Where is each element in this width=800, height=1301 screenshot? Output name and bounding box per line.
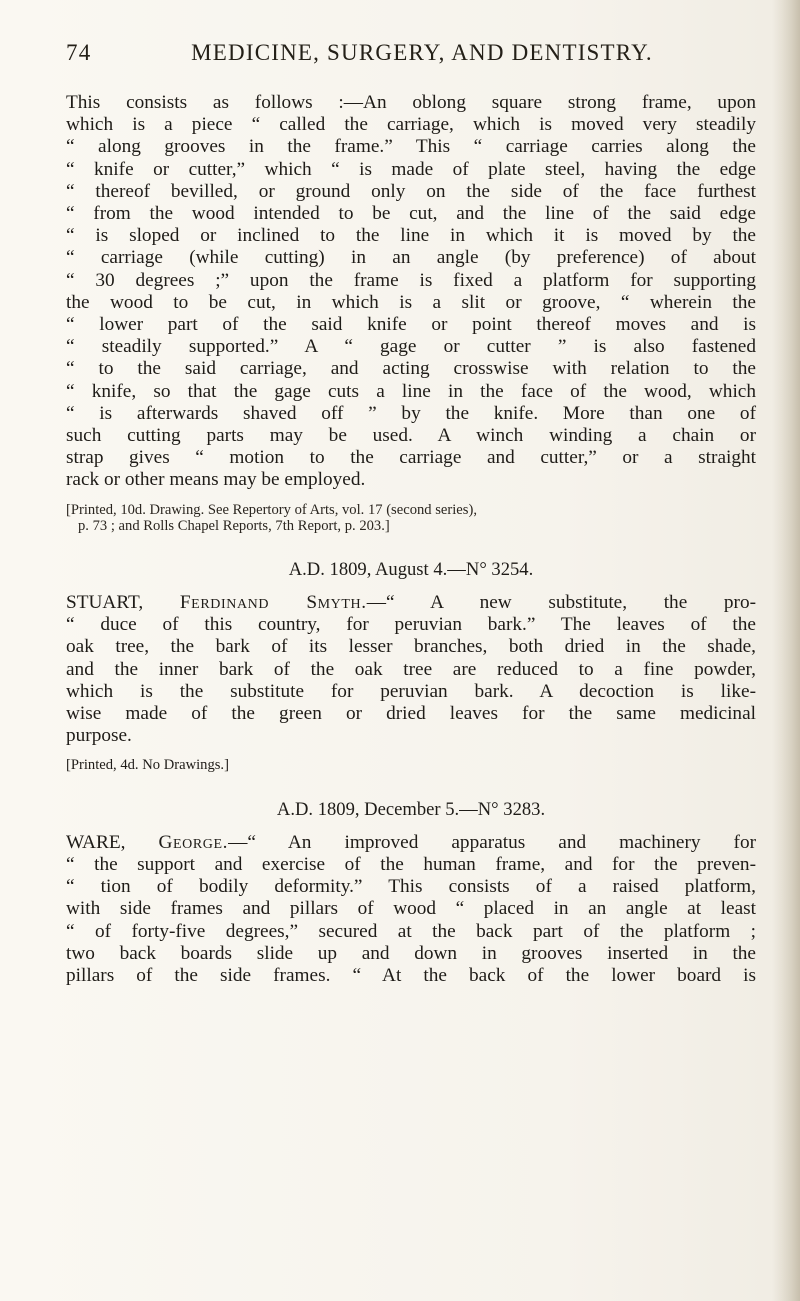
spacer [66, 774, 756, 798]
footnote-line: [Printed, 4d. No Drawings.] [66, 757, 229, 774]
body-line: rack or other means may be employed. [66, 469, 366, 491]
first-entry [66, 92, 756, 534]
spacer [66, 582, 756, 592]
body-line: “ 30 degrees ;” upon the frame is fixed a platform for supporting [66, 269, 756, 291]
page-binding-edge [772, 0, 800, 1301]
second-entry [66, 558, 756, 774]
entry-lead-line [66, 832, 756, 854]
surname: WARE, [66, 831, 126, 853]
body-line: strap gives “ motion to the carriage and cutter,” or a straight [66, 447, 756, 469]
body-line: and the inner bark of the oak tree are reduced to a fine powder, [66, 658, 756, 680]
body-line: “ along grooves in the frame.” This “ carriage carries along the [66, 136, 756, 158]
spacer [66, 534, 756, 558]
given-name: George. [158, 831, 229, 853]
body-line: “ tion of bodily deformity.” This consists of a raised platform, [66, 876, 756, 898]
body-line: This consists as follows :—An oblong square strong frame, upon [66, 92, 756, 113]
entry-heading: A.D. 1809, December 5.—N° 3283. [276, 798, 546, 820]
page-header [66, 36, 756, 70]
footnote-line: p. 73 ; and Rolls Chapel Reports, 7th Report, p. 203.] [78, 517, 390, 534]
given-name: Ferdinand Smyth. [179, 592, 367, 614]
lead-text: —“ An improved apparatus and machinery for [228, 831, 756, 853]
third-entry [66, 798, 756, 987]
body-line: “ lower part of the said knife or point thereof moves and is [66, 314, 756, 336]
body-line: “ to the said carriage, and acting crosswise with relation to the [66, 358, 756, 380]
body-line: oak tree, the bark of its lesser branches, both dried in the shade, [66, 636, 756, 658]
body-line: “ knife, so that the gage cuts a line in the face of the wood, which [66, 380, 756, 402]
body-line: purpose. [66, 725, 132, 747]
body-line: two back boards slide up and down in grooves inserted in the [66, 942, 756, 964]
running-head: MEDICINE, SURGERY, AND DENTISTRY. [191, 40, 653, 65]
spacer [66, 822, 756, 832]
body-line: with side frames and pillars of wood “ placed in an angle at least [66, 898, 756, 920]
entry-heading: A.D. 1809, August 4.—N° 3254. [288, 559, 534, 581]
spacer [66, 492, 756, 502]
footnote-line: [Printed, 10d. Drawing. See Repertory of Arts, vol. 17 (second series), [66, 501, 477, 518]
page-content [66, 92, 756, 987]
lead-text: —“ A new substitute, the pro- [366, 592, 757, 614]
body-line: “ carriage (while cutting) in an angle (by preference) of about [66, 247, 756, 269]
page-number: 74 [66, 40, 92, 65]
body-line: “ knife or cutter,” which “ is made of plate steel, having the edge [66, 158, 756, 180]
body-line: “ thereof bevilled, or ground only on the side of the face furthest [66, 180, 756, 202]
spacer [66, 747, 756, 757]
body-line: the wood to be cut, in which is a slit or groove, “ wherein the [66, 291, 756, 313]
body-line: “ the support and exercise of the human frame, and for the preven- [66, 853, 756, 875]
body-line: which is a piece “ called the carriage, which is moved very steadily [66, 114, 756, 136]
body-line: “ of forty-five degrees,” secured at the back part of the platform ; [66, 920, 756, 942]
body-line: “ is sloped or inclined to the line in which it is moved by the [66, 225, 756, 247]
body-line: “ from the wood intended to be cut, and the line of the said edge [66, 203, 756, 225]
body-line: wise made of the green or dried leaves for the same medicinal [66, 703, 756, 725]
body-line: such cutting parts may be used. A winch winding a chain or [66, 425, 756, 447]
body-line: “ duce of this country, for peruvian bark.” The leaves of the [66, 614, 756, 636]
body-line: pillars of the side frames. “ At the back of the lower board is [66, 964, 756, 986]
body-line: which is the substitute for peruvian bark. A decoction is like- [66, 680, 756, 702]
body-line: “ steadily supported.” A “ gage or cutter ” is also fastened [66, 336, 756, 358]
surname: STUART, [66, 592, 144, 614]
entry-lead-line [66, 592, 756, 614]
body-line: “ is afterwards shaved off ” by the knife. More than one of [66, 402, 756, 424]
